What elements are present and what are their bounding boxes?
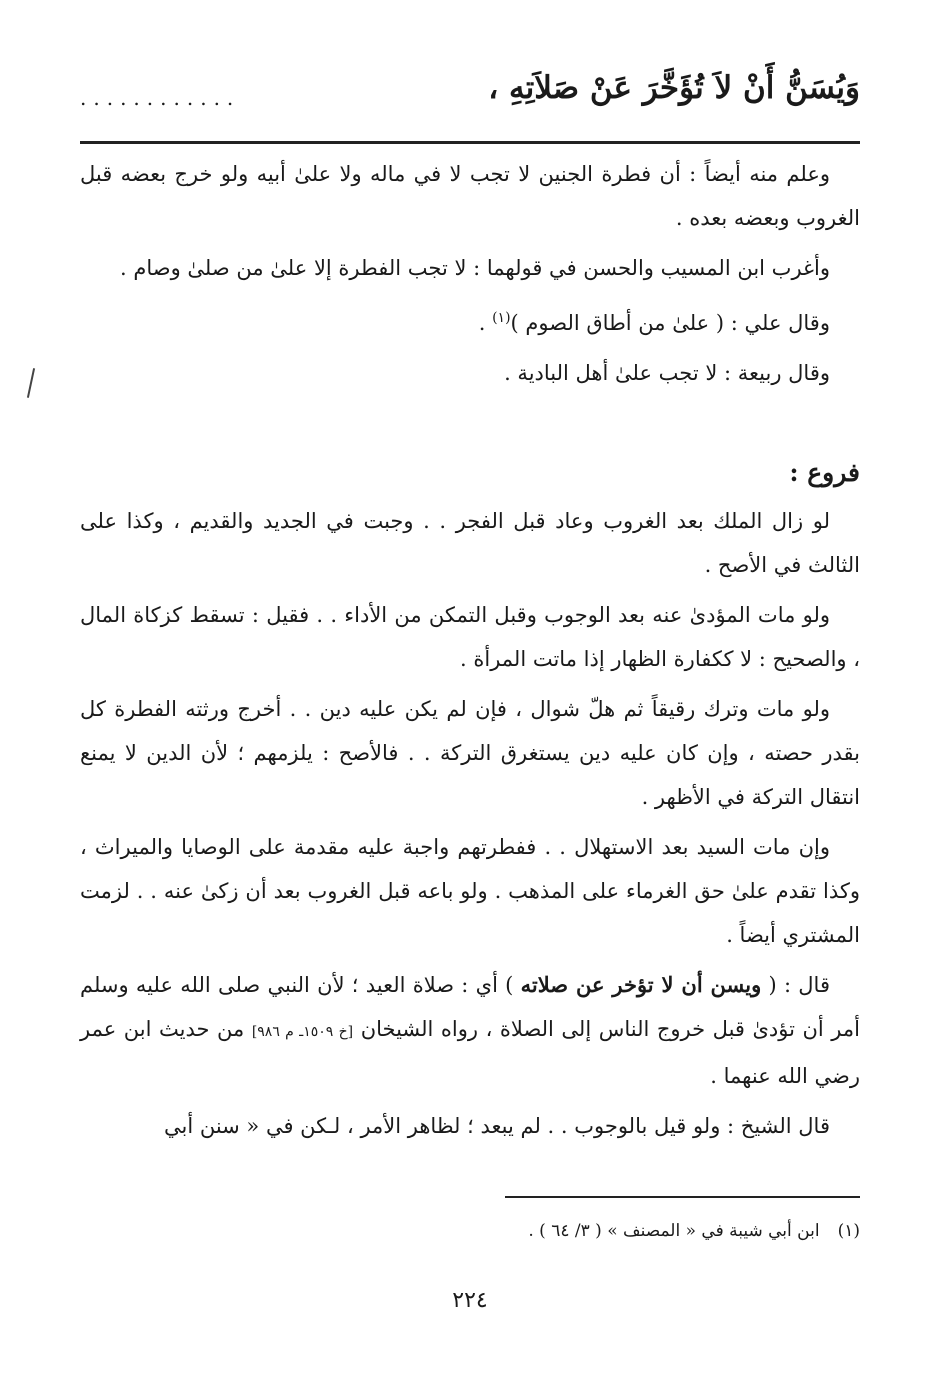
- matn-text: وَيُسَنُّ أَنْ لاَ تُؤَخَّرَ عَنْ صَلاَتِهِ ،: [488, 70, 860, 106]
- paragraph: ولو مات المؤدىٰ عنه بعد الوجوب وقبل التمكن من الأداء . . فقيل : تسقط كزكاة المال ، والصحيح : لا ككفارة الظهار إذا ماتت المرأة .: [80, 603, 860, 671]
- page-number: ٢٢٤: [452, 1288, 488, 1313]
- margin-mark: [27, 368, 35, 398]
- hadith-reference: [خ ١٥٠٩ـ م ٩٨٦]: [251, 1024, 354, 1040]
- paragraph: قال الشيخ : ولو قيل بالوجوب . . لم يبعد ؛ لظاهر الأمر ، لـكن في « سنن أبي: [163, 1114, 830, 1138]
- qala-text: ) أي : صلاة العيد ؛ لأن النبي صلى الله عليه وسلم أمر أن تؤدىٰ قبل خروج الناس إلى الصلاة ، رواه الشيخان: [80, 973, 860, 1041]
- quoted-matn: ويسن أن لا تؤخر عن صلاته: [520, 972, 762, 997]
- paragraph: [80, 963, 860, 1098]
- paragraph: وقال ربيعة : لا تجب علىٰ أهل البادية .: [504, 361, 830, 385]
- paragraph-text: وقال علي : ( علىٰ من أطاق الصوم ): [510, 311, 830, 335]
- footnote-rule: [505, 1196, 860, 1198]
- paragraph: لو زال الملك بعد الغروب وعاد قبل الفجر . . وجبت في الجديد والقديم ، وكذا على الثالث في الأصح .: [80, 509, 860, 577]
- paragraph: وعلم منه أيضاً : أن فطرة الجنين لا تجب لا في ماله ولا علىٰ أبيه ولو خرج بعضه قبل الغروب وبعضه بعده .: [80, 162, 860, 230]
- qala-prefix: قال : (: [768, 973, 830, 997]
- paragraph: وإن مات السيد بعد الاستهلال . . ففطرتهم واجبة عليه مقدمة على الوصايا والميراث ، وكذا تقدم علىٰ حق الغرماء على المذهب . ولو باعه قبل الغروب بعد أن زكىٰ عنه . . لزمت المشتري أيضاً .: [80, 835, 860, 947]
- paragraph: ولو مات وترك رقيقاً ثم هلّ شوال ، فإن لم يكن عليه دين . . أخرج ورثته الفطرة كل بقدر حصته ، وإن كان عليه دين يستغرق التركة . . فالأصح : يلزمهم ؛ لأن الدين لا يمنع انتقال التركة في الأظهر .: [80, 697, 860, 809]
- header-rule: [80, 141, 860, 144]
- footnote: [80, 1216, 860, 1246]
- header-dots: ............: [80, 86, 241, 110]
- footnote-number: (١): [837, 1221, 860, 1241]
- qala-suffix: من حديث ابن عمر رضي الله عنهما .: [80, 1017, 860, 1088]
- section-heading: فروع :: [789, 458, 860, 487]
- footnote-marker: (١): [492, 310, 511, 326]
- paragraph: وأغرب ابن المسيب والحسن في قولهما : لا تجب الفطرة إلا علىٰ من صلىٰ وصام .: [120, 256, 830, 280]
- footnote-text: ابن أبي شيبة في « المصنف » ( ٣/ ٦٤ ) .: [528, 1221, 820, 1241]
- paragraph: وقال علي : ( علىٰ من أطاق الصوم )$^{(١)}$ .: [478, 310, 830, 335]
- body-text: [80, 152, 860, 1154]
- matn-header: [80, 70, 860, 120]
- document-page: [80, 0, 860, 1375]
